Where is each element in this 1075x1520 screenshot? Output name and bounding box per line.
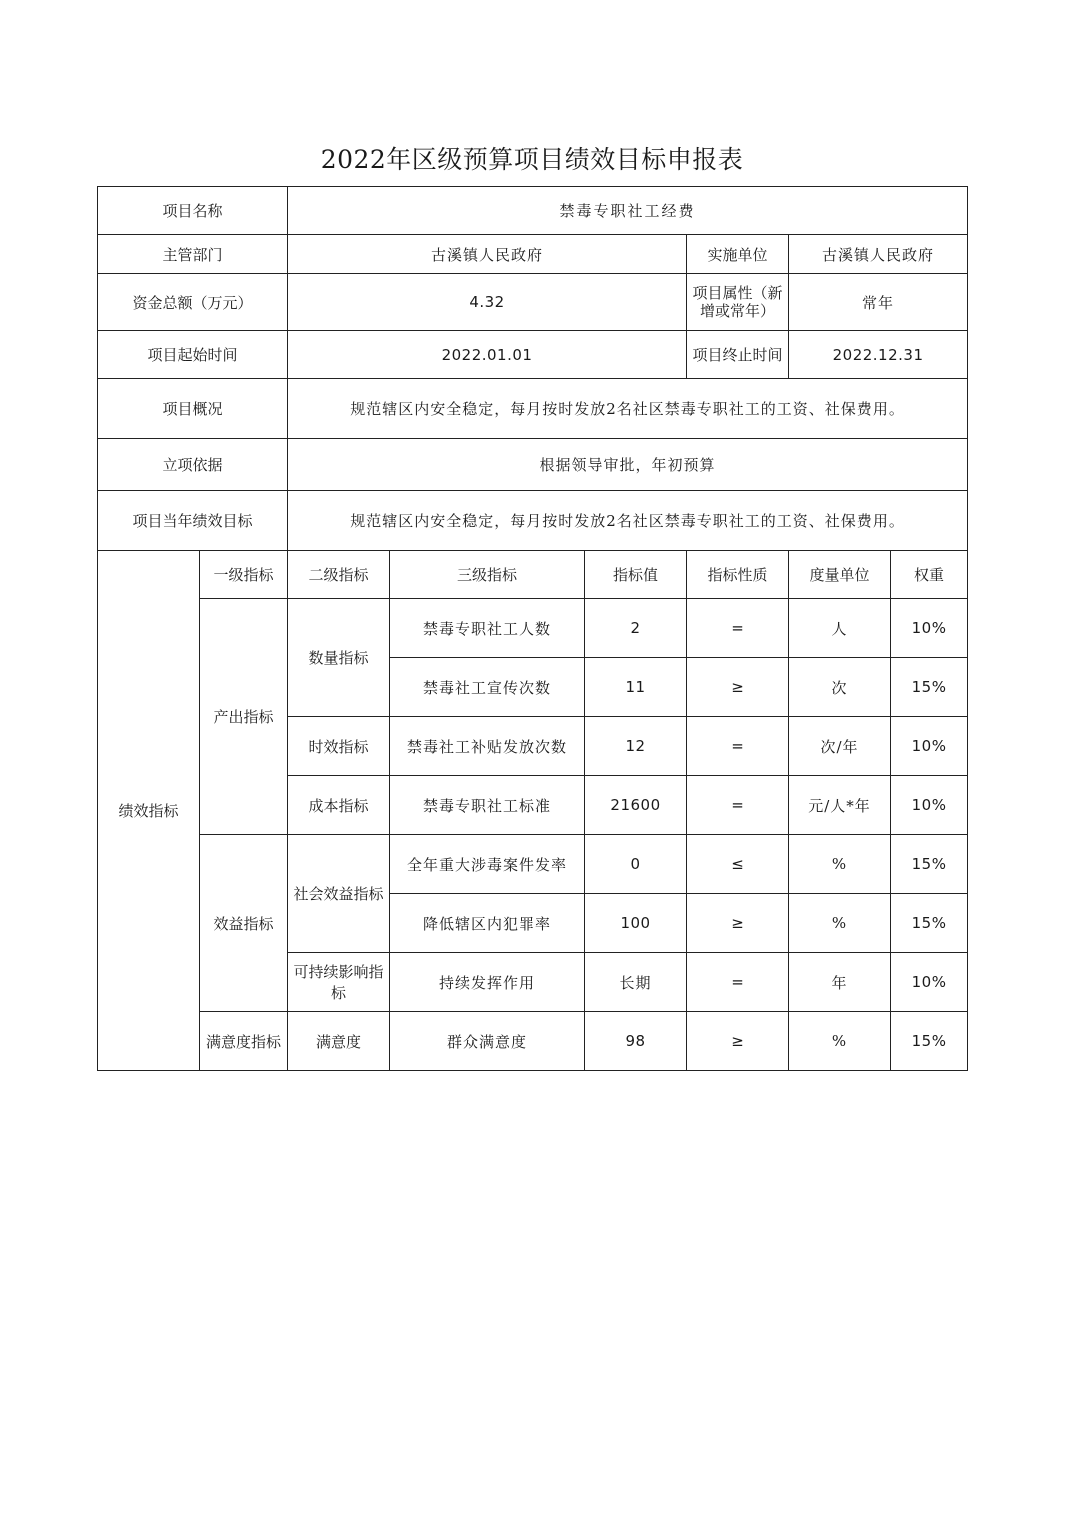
header-level3: 三级指标 xyxy=(390,551,585,599)
indicator-weight: 10% xyxy=(891,717,968,776)
header-unit: 度量单位 xyxy=(789,551,891,599)
row-funds xyxy=(98,274,968,331)
indicator-value: 2 xyxy=(585,599,687,658)
start-label: 项目起始时间 xyxy=(98,331,288,379)
indicator-unit: % xyxy=(789,894,891,953)
indicator-unit: 人 xyxy=(789,599,891,658)
level2-quantity: 数量指标 xyxy=(288,599,390,717)
indicator-value: 11 xyxy=(585,658,687,717)
row-project-name xyxy=(98,187,968,235)
indicator-unit: 年 xyxy=(789,953,891,1012)
level2-satisfaction: 满意度 xyxy=(288,1012,390,1071)
header-weight: 权重 xyxy=(891,551,968,599)
indicator-unit: % xyxy=(789,1012,891,1071)
project-name-value: 禁毒专职社工经费 xyxy=(288,187,968,235)
indicator-weight: 10% xyxy=(891,953,968,1012)
indicator-weight: 15% xyxy=(891,894,968,953)
indicator-weight: 10% xyxy=(891,599,968,658)
indicator-name: 全年重大涉毒案件发率 xyxy=(390,835,585,894)
level2-sustainable: 可持续影响指标 xyxy=(288,953,390,1012)
end-label: 项目终止时间 xyxy=(687,331,789,379)
indicator-weight: 10% xyxy=(891,776,968,835)
indicator-unit: % xyxy=(789,835,891,894)
project-name-label: 项目名称 xyxy=(98,187,288,235)
end-value: 2022.12.31 xyxy=(789,331,968,379)
indicator-op: = xyxy=(687,599,789,658)
level2-social: 社会效益指标 xyxy=(288,835,390,953)
performance-form-table xyxy=(97,186,968,1071)
table-row xyxy=(98,835,968,894)
indicator-op: ≥ xyxy=(687,894,789,953)
impl-value: 古溪镇人民政府 xyxy=(789,235,968,274)
funds-label: 资金总额（万元） xyxy=(98,274,288,331)
level1-benefit: 效益指标 xyxy=(200,835,288,1012)
indicator-unit: 次 xyxy=(789,658,891,717)
indicator-weight: 15% xyxy=(891,1012,968,1071)
row-basis xyxy=(98,439,968,491)
indicator-name: 禁毒专职社工标准 xyxy=(390,776,585,835)
indicator-weight: 15% xyxy=(891,835,968,894)
header-nature: 指标性质 xyxy=(687,551,789,599)
indicator-name: 群众满意度 xyxy=(390,1012,585,1071)
attr-label: 项目属性（新增或常年） xyxy=(687,274,789,331)
row-goal xyxy=(98,491,968,551)
indicator-weight: 15% xyxy=(891,658,968,717)
indicator-value: 长期 xyxy=(585,953,687,1012)
header-value: 指标值 xyxy=(585,551,687,599)
indicator-op: = xyxy=(687,717,789,776)
indicator-op: = xyxy=(687,953,789,1012)
form-title: 2022年区级预算项目绩效目标申报表 xyxy=(320,145,744,174)
indicator-name: 禁毒社工宣传次数 xyxy=(390,658,585,717)
table-row xyxy=(98,1012,968,1071)
indicator-value: 0 xyxy=(585,835,687,894)
indicator-name: 禁毒社工补贴发放次数 xyxy=(390,717,585,776)
overview-label: 项目概况 xyxy=(98,379,288,439)
indicator-op: ≥ xyxy=(687,1012,789,1071)
dept-value: 古溪镇人民政府 xyxy=(288,235,687,274)
indicator-unit: 元/人*年 xyxy=(789,776,891,835)
perf-label: 绩效指标 xyxy=(98,551,200,1071)
basis-label: 立项依据 xyxy=(98,439,288,491)
indicator-op: ≤ xyxy=(687,835,789,894)
indicator-op: = xyxy=(687,776,789,835)
indicator-name: 持续发挥作用 xyxy=(390,953,585,1012)
dept-label: 主管部门 xyxy=(98,235,288,274)
indicator-value: 98 xyxy=(585,1012,687,1071)
header-level1: 一级指标 xyxy=(200,551,288,599)
indicator-unit: 次/年 xyxy=(789,717,891,776)
indicator-value: 12 xyxy=(585,717,687,776)
indicator-op: ≥ xyxy=(687,658,789,717)
row-department xyxy=(98,235,968,274)
goal-label: 项目当年绩效目标 xyxy=(98,491,288,551)
level1-satisfaction: 满意度指标 xyxy=(200,1012,288,1071)
basis-value: 根据领导审批，年初预算 xyxy=(288,439,968,491)
level2-timeliness: 时效指标 xyxy=(288,717,390,776)
indicator-name: 降低辖区内犯罪率 xyxy=(390,894,585,953)
overview-value: 规范辖区内安全稳定，每月按时发放2名社区禁毒专职社工的工资、社保费用。 xyxy=(288,379,968,439)
header-level2: 二级指标 xyxy=(288,551,390,599)
level2-cost: 成本指标 xyxy=(288,776,390,835)
indicator-value: 100 xyxy=(585,894,687,953)
row-overview xyxy=(98,379,968,439)
table-row xyxy=(98,599,968,658)
row-dates xyxy=(98,331,968,379)
impl-label: 实施单位 xyxy=(687,235,789,274)
perf-header-row xyxy=(98,551,968,599)
indicator-value: 21600 xyxy=(585,776,687,835)
level1-output: 产出指标 xyxy=(200,599,288,835)
start-value: 2022.01.01 xyxy=(288,331,687,379)
indicator-name: 禁毒专职社工人数 xyxy=(390,599,585,658)
goal-value: 规范辖区内安全稳定，每月按时发放2名社区禁毒专职社工的工资、社保费用。 xyxy=(288,491,968,551)
attr-value: 常年 xyxy=(789,274,968,331)
funds-value: 4.32 xyxy=(288,274,687,331)
